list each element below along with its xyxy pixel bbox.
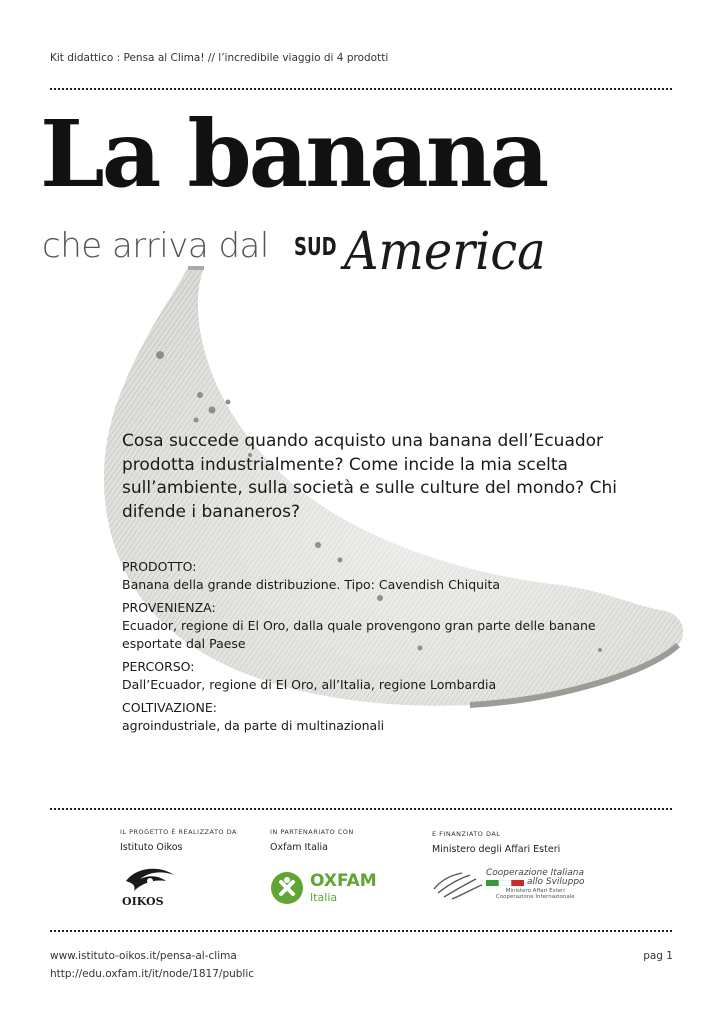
info-text-percorso: Dall’Ecuador, regione di El Oro, all’Italia, regione Lombardia — [122, 677, 497, 692]
subtitle-sud: SUD — [294, 232, 337, 261]
partner-caption: E FINANZIATO DAL — [432, 830, 501, 838]
cooperazione-logo — [432, 869, 585, 901]
italian-flag-icon — [486, 880, 524, 886]
partner-name: Oxfam Italia — [270, 842, 328, 853]
cooperazione-line2: allo Sviluppo — [527, 877, 585, 888]
partner-name: Ministero degli Affari Esteri — [432, 844, 561, 855]
footer-url-oikos[interactable]: www.istituto-oikos.it/pensa-al-clima — [50, 950, 237, 962]
partner-ministero — [432, 830, 585, 901]
oikos-bird-icon — [120, 863, 180, 897]
info-text-prodotto: Banana della grande distribuzione. Tipo: Cavendish Chiquita — [122, 577, 501, 592]
info-text-coltivazione: agroindustriale, da parte di multinazionali — [122, 718, 385, 733]
info-label-prodotto: PRODOTTO: — [122, 559, 197, 574]
kit-header-line: Kit didattico : Pensa al Clima! // l’incredibile viaggio di 4 prodotti — [50, 52, 389, 64]
info-label-coltivazione: COLTIVAZIONE: — [122, 700, 217, 715]
cooperazione-line3: Ministero Affari Esteri — [505, 887, 565, 894]
oikos-logo-text: OIKOS — [122, 895, 164, 908]
page-title: La banana — [40, 100, 547, 208]
oxfam-logo-text: OXFAM — [310, 871, 377, 891]
partner-oxfam — [270, 828, 377, 905]
hands-icon — [432, 869, 484, 901]
oxfam-logo — [270, 871, 377, 905]
partner-caption: IN PARTENARIATO CON — [270, 828, 354, 836]
bottom-dotted-divider — [50, 930, 672, 932]
info-label-provenienza: PROVENIENZA: — [122, 600, 216, 615]
info-label-percorso: PERCORSO: — [122, 659, 195, 674]
oxfam-icon — [270, 871, 304, 905]
footer-url-oxfam[interactable]: http://edu.oxfam.it/it/node/1817/public — [50, 968, 255, 980]
product-info — [122, 558, 622, 735]
page-number: pag 1 — [643, 950, 673, 962]
info-text-provenienza: Ecuador, regione di El Oro, dalla quale provengono gran parte delle banane esportate dal Paese — [122, 618, 596, 651]
oxfam-logo-sub: Italia — [310, 891, 338, 904]
partner-name: Istituto Oikos — [120, 842, 183, 853]
lead-paragraph: Cosa succede quando acquisto una banana dell’Ecuador prodotta industrialmente? Come incide la mia scelta sull’ambiente, sulla società e sulle culture del mondo? Chi difende i bananeros? — [122, 431, 617, 522]
page-subtitle: che arriva dal — [42, 226, 269, 266]
subtitle-america: America — [344, 222, 546, 282]
cooperazione-line4: Cooperazione Internazionale — [495, 893, 575, 900]
partner-oikos — [120, 828, 237, 908]
cooperazione-line1: Cooperazione Italiana — [486, 868, 585, 878]
middle-dotted-divider — [50, 808, 672, 810]
partner-caption: IL PROGETTO È REALIZZATO DA — [120, 828, 237, 836]
